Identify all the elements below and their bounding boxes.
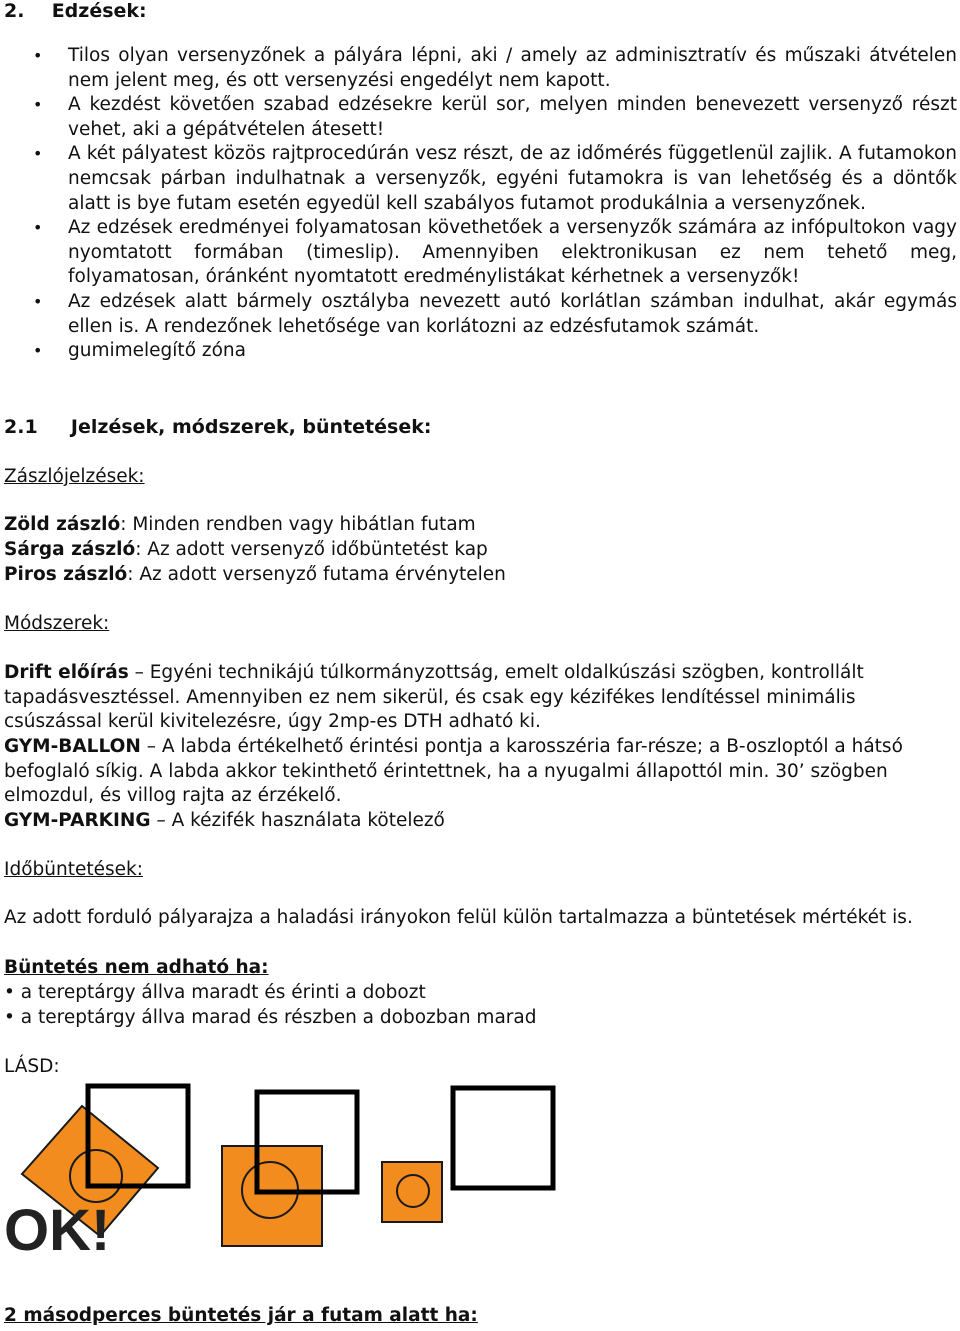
method-label: GYM-PARKING xyxy=(4,810,151,831)
no-penalty-heading: Büntetés nem adható ha: xyxy=(4,957,269,978)
method-gym-ballon xyxy=(4,735,956,809)
flag-label: Piros zászló xyxy=(4,564,128,585)
flags-heading: Zászlójelzések: xyxy=(4,466,145,487)
example-two-graphic xyxy=(222,1092,357,1246)
list-item: • Tilos olyan versenyzőnek a pályára lépni, aki / amely az adminisztratív és műszaki átvételen nem jelent meg, és ott versenyzési engedélyt nem kapott. xyxy=(0,44,960,93)
list-item: • a tereptárgy állva maradt és érinti a dobozt xyxy=(4,982,426,1003)
section-number: 2. xyxy=(4,0,25,22)
subsection-title: Jelzések, módszerek, büntetések: xyxy=(70,416,432,438)
flag-item-red xyxy=(4,564,506,586)
penalties-heading: Időbüntetések: xyxy=(4,859,143,880)
training-rules-list xyxy=(0,44,960,364)
black-box-shape xyxy=(453,1088,553,1188)
example-three-graphic xyxy=(382,1088,553,1222)
footer-heading: 2 másodperces büntetés jár a futam alatt ha: xyxy=(4,1305,478,1326)
flag-item-yellow xyxy=(4,539,488,561)
see-label: LÁSD: xyxy=(4,1056,60,1077)
ball-circle-shape xyxy=(70,1150,122,1202)
subsection-heading xyxy=(4,416,431,438)
flag-text: : Az adott versenyző időbüntetést kap xyxy=(135,539,488,560)
method-text: – A labda értékelhető érintési pontja a karosszéria far-része; a B-oszloptól a hátsó befoglaló síkig. A labda akkor tekinthető érintettnek, ha a nyugalmi állapottól min. 30’ szögben elmozdul, és villog rajta az érzékelő. xyxy=(4,736,903,807)
method-text: – Egyéni technikájú túlkormányzottság, emelt oldalkúszási szögben, kontrollált tapadásvesztéssel. Amennyiben ez nem sikerül, és csak egy kézifékes lendítéssel minimális csúszással kerül kivitelezésre, úgy 2mp-es DTH adható ki. xyxy=(4,662,864,733)
list-item: • a tereptárgy állva marad és részben a dobozban marad xyxy=(4,1007,537,1028)
flag-text: : Az adott versenyző futama érvénytelen xyxy=(127,564,506,585)
ball-circle-shape xyxy=(397,1175,429,1207)
section-title: Edzések: xyxy=(51,0,147,22)
subsection-number: 2.1 xyxy=(4,416,38,438)
list-item: • A kezdést követően szabad edzésekre kerül sor, melyen minden benevezett versenyző részt vehet, aki a gépátvételen átesett! xyxy=(0,93,960,142)
flag-text: : Minden rendben vagy hibátlan futam xyxy=(120,514,476,535)
list-item: • A két pályatest közös rajtprocedúrán vesz részt, de az időmérés függetlenül zajlik. A futamokon nemcsak párban indulhatnak a versenyzők, egyéni futamokra is van lehetőség és a döntők alatt is bye futam esetén egyedül kell szabályos futamot produkálnia a versenyzőnek. xyxy=(0,142,960,216)
list-item: • Az edzések alatt bármely osztályba nevezett autó korlátlan számban indulhat, akár egymás ellen is. A rendezőnek lehetősége van korlátozni az edzésfutamok számát. xyxy=(0,290,960,339)
method-drift xyxy=(4,661,956,735)
penalties-text: Az adott forduló pályarajza a haladási irányokon felül külön tartalmazza a büntetések mértékét is. xyxy=(4,907,913,928)
method-gym-parking xyxy=(4,809,956,834)
flag-label: Zöld zászló xyxy=(4,514,121,535)
method-text: – A kézifék használata kötelező xyxy=(150,810,445,831)
flag-label: Sárga zászló xyxy=(4,539,136,560)
list-item: • gumimelegítő zóna xyxy=(0,339,960,364)
methods-heading: Módszerek: xyxy=(4,613,110,634)
list-item: • Az edzések eredményei folyamatosan követhetőek a versenyzők számára az infópultokon vagy nyomtatott formában (timeslip). Amennyiben elektronikusan ez nem tehető meg, folyamatosan, óránként nyomtatott eredménylistákat kérhetnek a versenyzők! xyxy=(0,216,960,290)
method-label: GYM-BALLON xyxy=(4,736,141,757)
ok-text: OK! xyxy=(4,1198,111,1263)
flag-item-green xyxy=(4,514,476,536)
section-heading xyxy=(4,0,147,22)
penalty-examples-figure xyxy=(0,1078,600,1268)
method-label: Drift előírás xyxy=(4,662,129,683)
